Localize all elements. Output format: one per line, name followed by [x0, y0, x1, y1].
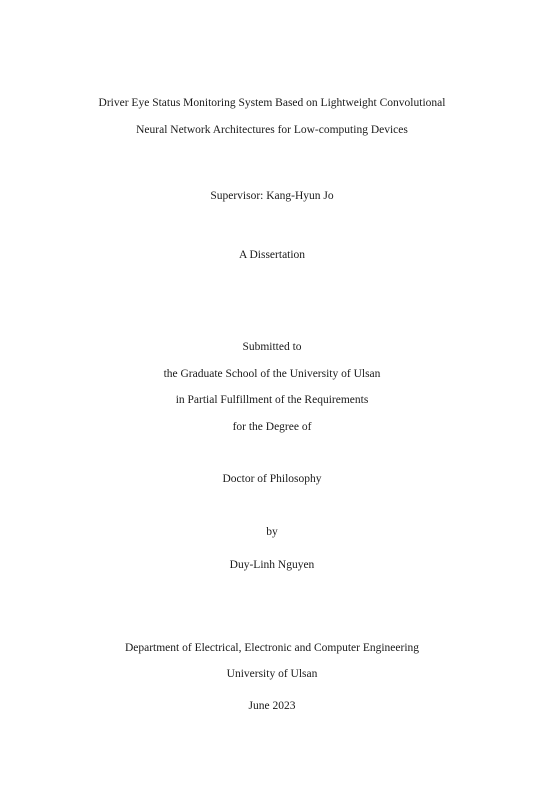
degree-of-line: for the Degree of: [232, 421, 312, 433]
submission-date: June 2023: [248, 700, 296, 712]
graduate-school-line: the Graduate School of the University of Ulsan: [163, 368, 381, 380]
department-name: Department of Electrical, Electronic and Computer Engineering: [124, 642, 420, 654]
by-line: by: [266, 526, 278, 538]
author-name: Duy-Linh Nguyen: [229, 559, 315, 571]
submitted-to-line: Submitted to: [242, 341, 302, 353]
degree-name: Doctor of Philosophy: [222, 473, 322, 485]
dissertation-title-line-1: Driver Eye Status Monitoring System Based on Lightweight Convolutional: [98, 97, 446, 109]
document-type: A Dissertation: [238, 249, 306, 261]
partial-fulfillment-line: in Partial Fulfillment of the Requirements: [175, 394, 369, 406]
supervisor-line: Supervisor: Kang-Hyun Jo: [210, 190, 334, 202]
university-name: University of Ulsan: [226, 668, 318, 680]
dissertation-title-line-2: Neural Network Architectures for Low-computing Devices: [136, 124, 408, 136]
